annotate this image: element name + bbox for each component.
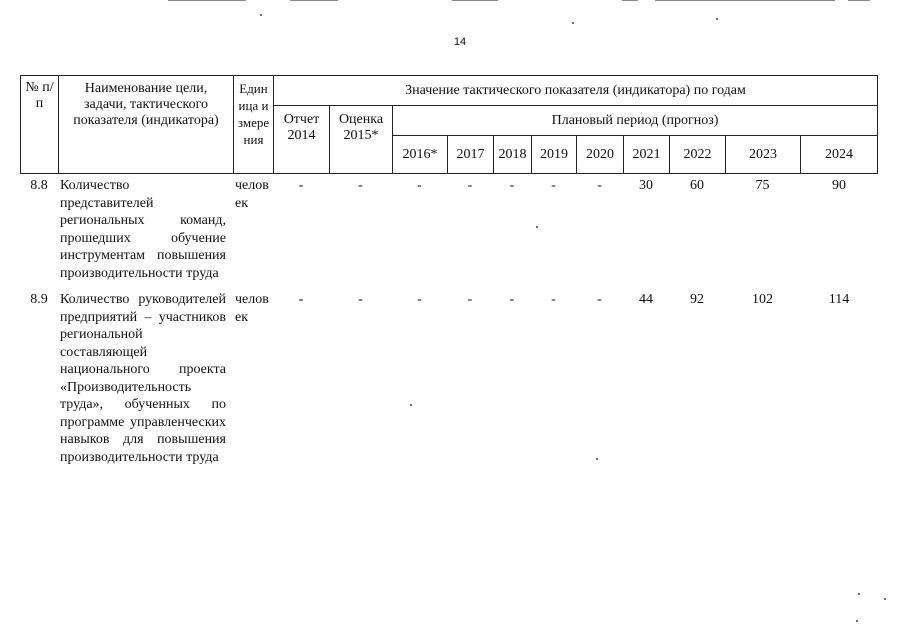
estimate-value: - <box>358 292 363 307</box>
report-value: - <box>298 292 304 307</box>
indicator-name: Количество представителей региональных команд, прошедших обучение инструментам повышения производительности труда <box>60 178 226 281</box>
year-value: - <box>467 292 473 307</box>
year-value: - <box>467 178 473 193</box>
estimate-value: - <box>358 178 363 193</box>
scan-rule <box>622 0 638 1</box>
scan-speck <box>596 458 598 460</box>
scan-rule <box>452 0 498 1</box>
header-num: № п/п <box>20 75 58 174</box>
scan-speck <box>858 593 860 595</box>
header-year: 2021 <box>623 135 669 174</box>
year-value: 102 <box>752 292 773 307</box>
scan-rule <box>655 0 835 1</box>
header-year: 2022 <box>669 135 725 174</box>
page-number: 14 <box>453 36 467 48</box>
header-estimate: Оценка 2015* <box>329 105 392 174</box>
scan-speck <box>716 18 718 20</box>
year-value: 75 <box>755 178 770 193</box>
year-value: - <box>509 178 515 193</box>
header-year: 2018 <box>493 135 531 174</box>
year-value: - <box>509 292 515 307</box>
unit: человек <box>235 178 269 211</box>
scan-rule <box>290 0 338 1</box>
scan-rule <box>848 0 870 1</box>
year-value: - <box>597 178 602 193</box>
year-value: 30 <box>639 178 653 193</box>
row-number: 8.9 <box>30 292 48 307</box>
scan-speck <box>856 620 858 622</box>
scan-rule <box>168 0 246 1</box>
header-year: 2016* <box>392 135 447 174</box>
year-value: - <box>551 178 556 193</box>
header-unit: Единица измерения <box>233 75 273 174</box>
year-value: - <box>417 178 422 193</box>
header-year: 2020 <box>576 135 623 174</box>
header-name: Наименование цели, задачи, тактического показателя (индикатора) <box>58 75 233 174</box>
scan-speck <box>884 598 886 600</box>
year-value: - <box>417 292 422 307</box>
year-value: 60 <box>690 178 704 193</box>
year-value: - <box>597 292 602 307</box>
indicator-name: Количество руководителей предприятий – участников региональной составляющей национального проекта «Производительность труда», обученных по программе управленческих навыков для повышения производительности труда <box>60 292 226 465</box>
unit: человек <box>235 292 269 325</box>
header-year: 2024 <box>800 135 878 174</box>
header-year: 2017 <box>447 135 493 174</box>
row-number: 8.8 <box>30 178 48 193</box>
header-report: Отчет 2014 <box>273 105 329 174</box>
report-value: - <box>298 178 304 193</box>
scan-speck <box>410 404 412 406</box>
header-year: 2019 <box>531 135 576 174</box>
scan-speck <box>260 14 262 16</box>
scan-speck <box>536 226 538 228</box>
year-value: 90 <box>832 178 846 193</box>
header-year: 2023 <box>725 135 800 174</box>
year-value: 114 <box>828 292 850 307</box>
year-value: 44 <box>639 292 653 307</box>
year-value: 92 <box>690 292 704 307</box>
header-plan-group: Плановый период (прогноз) <box>392 105 878 135</box>
header-value-group: Значение тактического показателя (индикатора) по годам <box>273 75 878 105</box>
year-value: - <box>551 292 556 307</box>
scan-speck <box>572 22 574 24</box>
